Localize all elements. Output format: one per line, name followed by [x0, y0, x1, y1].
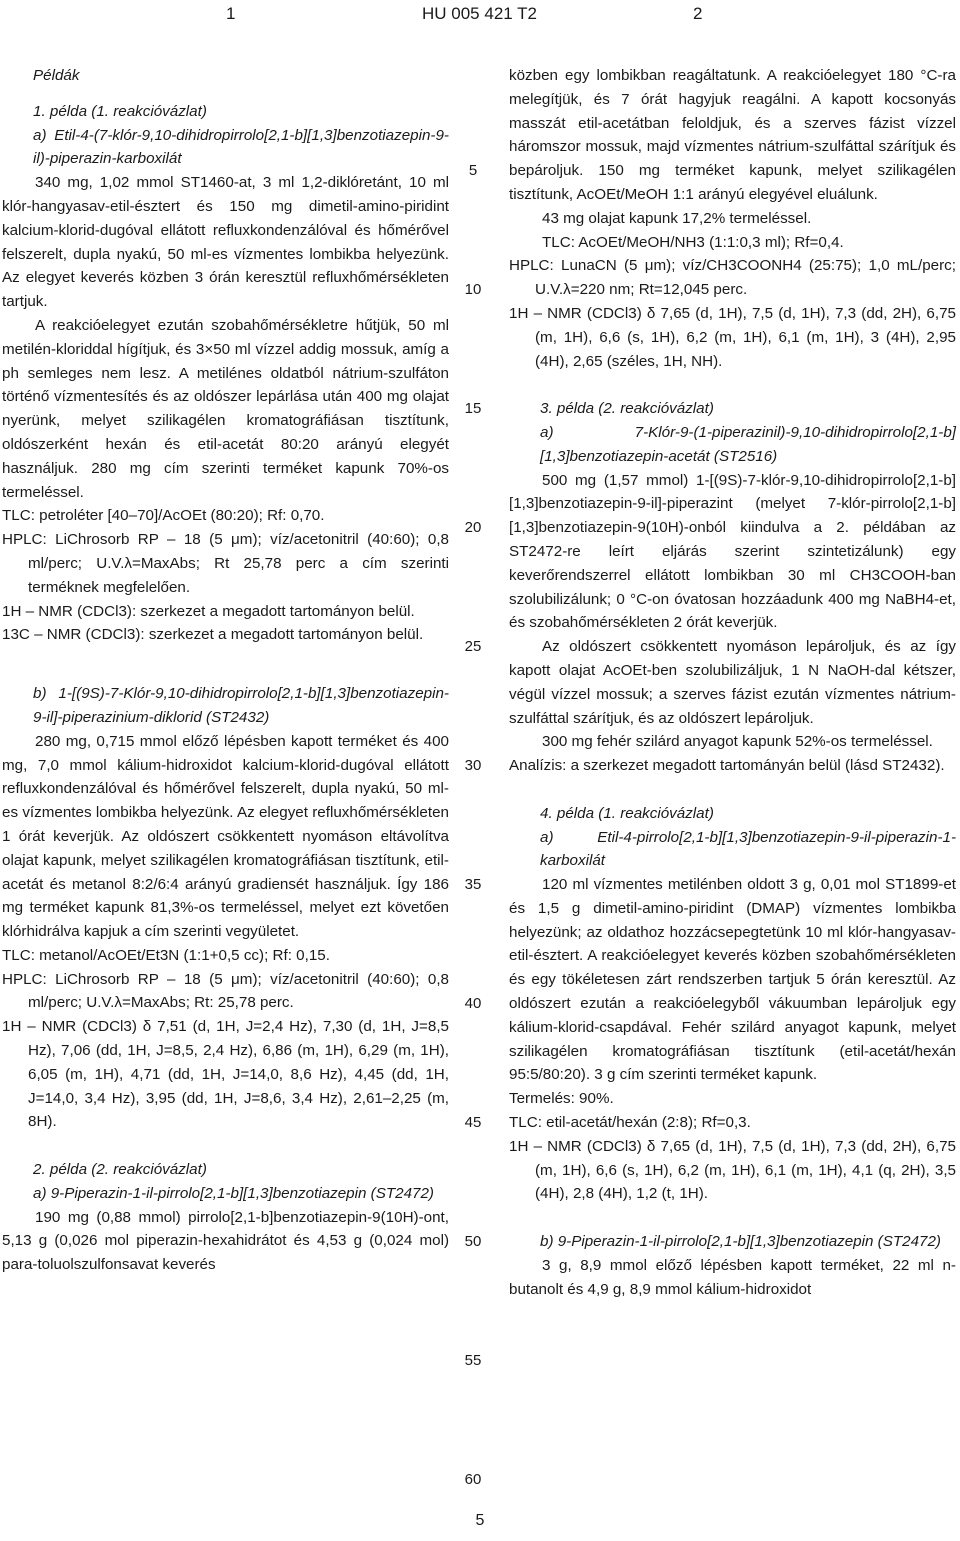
example-1a-cnmr: 13C – NMR (CDCl3): szerkezet a megadott tartományon belül.	[2, 626, 424, 644]
example-2a-yield: 43 mg olajat kapunk 17,2% termeléssel.	[542, 209, 812, 227]
line-number: 50	[464, 1233, 482, 1250]
left-column	[2, 64, 449, 1277]
line-number: 5	[468, 162, 478, 179]
page-number-right: 2	[693, 4, 703, 23]
example-3a-paragraph-1: 500 mg (1,57 mmol) 1-[(9S)-7-klór-9,10-dihidropirrolo[2,1-b][1,3]benzotiazepin-9-il]-piperazint (melyet 7-klór-pirrolo[2,1-b][1,3]benzotiazepin-9(10H)-onból kiindulva a 2. példában az ST2472-re leírt eljárás szerint szintetizálunk) egy keverőrendszerrel ellátott lombikban 30 ml CH3COOH-ban szolubilizálunk; 0 °C-on óvatosan hozzáadunk 400 mg NaBH4-et, és szobahőmérsékleten 2 órát keverjük.	[509, 471, 956, 632]
example-1b-paragraph-1: 280 mg, 0,715 mmol előző lépésben kapott terméket és 400 mg, 7,0 mmol kálium-hidroxidot kalcium-klorid-dugóval ellátott refluxkondenzálóval és hőmérővel felszerelt, dupla nyakú, 50 ml-es vízmentes lombikba helyezünk. Az elegyet refluxhőmérsékleten 1 órát keverjük. Az oldószert csökkentett nyomáson eltávolítva olajat kapunk, melyet szilikagélen kromatográfiásan tisztítunk, etil-acetát és metanol 8:2/6:4 arányú gradiensét használjuk. Így 186 mg terméket kapunk 81,3%-os termeléssel, melyet ezt követően klórhidrálva kapjuk a cím szerinti vegyületet.	[2, 732, 449, 941]
example-4a-hnmr: 1H – NMR (CDCl3) δ 7,65 (d, 1H), 7,5 (d, 1H), 7,3 (dd, 2H), 6,75 (m, 1H), 6,6 (s, 1H), 6,2 (m, 1H), 6,1 (m, 1H), 4,1 (q, 2H), 3,5 (4H), 2,8 (4H), 1,2 (t, 1H).	[509, 1137, 956, 1203]
example-4-heading: 4. példa (1. reakcióvázlat)	[540, 804, 714, 822]
section-title: Példák	[33, 67, 80, 84]
example-1-heading: 1. példa (1. reakcióvázlat)	[33, 102, 207, 120]
example-3a-analysis: Analízis: a szerkezet megadott tartományán belül (lásd ST2432).	[509, 757, 945, 775]
example-2a-hplc: HPLC: LunaCN (5 μm); víz/CH3COONH4 (25:75); 1,0 mL/perc; U.V.λ=220 nm; Rt=12,045 perc.	[509, 257, 956, 299]
example-3-heading: 3. példa (2. reakcióvázlat)	[540, 400, 714, 418]
line-number: 40	[464, 995, 482, 1012]
example-2a-paragraph-1: 190 mg (0,88 mmol) pirrolo[2,1-b]benzotiazepin-9(10H)-ont, 5,13 g (0,026 mol piperazin-hexahidrátot és 4,53 g (0,024 mol) para-toluolszulfonsavat keverés	[2, 1208, 449, 1274]
line-number: 20	[464, 519, 482, 536]
example-1b-tlc: TLC: metanol/AcOEt/Et3N (1:1+0,5 cc); Rf: 0,15.	[2, 946, 330, 964]
line-number: 10	[464, 281, 482, 298]
patent-id: HU 005 421 T2	[422, 4, 537, 23]
example-1a-tlc: TLC: petroléter [40–70]/AcOEt (80:20); Rf: 0,70.	[2, 507, 325, 525]
example-4a-yield: Termelés: 90%.	[509, 1090, 614, 1108]
example-1a-title: a) Etil-4-(7-klór-9,10-dihidropirrolo[2,1-b][1,3]benzotiazepin-9-il)-piperazin-karboxilát	[33, 126, 449, 168]
right-column	[509, 64, 956, 1301]
example-1a-paragraph-2: A reakcióelegyet ezután szobahőmérsékletre hűtjük, 50 ml metilén-kloriddal hígítjuk, és 3×50 ml vízzel addig mossuk, amíg a ph semleges nem lesz. A metilénes oldatból nátrium-szulfáton történő vízmentesítés és az oldószer lepárlása után 400 mg olajat nyerünk, melyet szilikagélen kromatográfiásan tisztítunk, oldószerként hexán és etil-acetát 80:20 arányú elegyét használjuk. 280 mg cím szerinti terméket kapunk 70%-os termeléssel.	[2, 316, 449, 501]
page-header	[0, 4, 960, 26]
example-2a-paragraph-continued: közben egy lombikban reagáltatunk. A reakcióelegyet 180 °C-ra melegítjük, és 7 órát hagyjuk reagálni. A kapott kocsonyás masszát etil-acetátban feloldjuk, és a szerves fázist vízzel háromszor mossuk, majd vízmentes nátrium-szulfáttal szárítjuk és bepároljuk. 150 mg terméket kapunk, melyet szilikagélen tisztítunk, AcOEt/MeOH 1:1 arányú elegyével eluálunk.	[509, 67, 956, 203]
page-number-left: 1	[226, 4, 236, 23]
example-2a-tlc: TLC: AcOEt/MeOH/NH3 (1:1:0,3 ml); Rf=0,4.	[542, 233, 844, 251]
example-4a-tlc: TLC: etil-acetát/hexán (2:8); Rf=0,3.	[509, 1114, 751, 1132]
example-1b-title: b) 1-[(9S)-7-Klór-9,10-dihidropirrolo[2,1-b][1,3]benzotiazepin-9-il]-piperazinium-diklorid (ST2432)	[33, 685, 449, 726]
example-2a-title: a) 9-Piperazin-1-il-pirrolo[2,1-b][1,3]benzotiazepin (ST2472)	[33, 1184, 434, 1202]
example-3a-paragraph-2: Az oldószert csökkentett nyomáson lepároljuk, és az így kapott olajat AcOEt-ben szolubilizáljuk, 1 N NaOH-dal kétszer, végül vízzel mossuk; a szerves fázist ezután vízmentes nátrium-szulfáttal szárítjuk, és az oldószert lepároljuk.	[509, 638, 956, 727]
line-number: 30	[464, 757, 482, 774]
footer-page-number: 5	[475, 1512, 485, 1529]
example-1b-hplc: HPLC: LiChrosorb RP – 18 (5 μm); víz/acetonitril (40:60); 0,8 ml/perc; U.V.λ=MaxAbs; Rt: 25,78 perc.	[2, 970, 449, 1012]
page-footer	[0, 1512, 960, 1530]
example-3a-title: a) 7-Klór-9-(1-piperazinil)-9,10-dihidropirrolo[2,1-b][1,3]benzotiazepin-acetát (ST2516)	[540, 423, 956, 465]
example-1a-paragraph-1: 340 mg, 1,02 mmol ST1460-at, 3 ml 1,2-diklóretánt, 10 ml klór-hangyasav-etil-észtert és 150 mg dimetil-amino-piridint kalcium-klorid-dugóval ellátott refluxkondenzálóval és hőmérővel felszerelt, dupla nyakú, 50 ml-es vízmentes lombikba helyezünk. Az elegyet keverés közben 3 órán keresztül refluxhőmérsékleten tartjuk.	[2, 174, 449, 311]
example-4b-paragraph-1: 3 g, 8,9 mmol előző lépésben kapott terméket, 22 ml n-butanolt és 4,9 g, 8,9 mmol kálium-hidroxidot	[509, 1256, 956, 1298]
example-2a-hnmr: 1H – NMR (CDCl3) δ 7,65 (d, 1H), 7,5 (d, 1H), 7,3 (dd, 2H), 6,75 (m, 1H), 6,6 (s, 1H), 6,2 (m, 1H), 6,1 (m, 1H), 3 (4H), 2,95 (4H), 2,65 (széles, 1H, NH).	[509, 304, 956, 370]
example-1b-hnmr: 1H – NMR (CDCl3) δ 7,51 (d, 1H, J=2,4 Hz), 7,30 (d, 1H, J=8,5 Hz), 7,06 (dd, 1H, J=8,5, 2,4 Hz), 6,86 (m, 1H), 6,29 (m, 1H), 6,05 (m, 1H), 4,71 (dd, 1H, J=14,0, 8,6 Hz), 4,45 (dd, 1H, J=14,0, 3,4 Hz), 3,95 (dd, 1H, J=8,6, 3,4 Hz), 2,61–2,25 (m, 8H).	[2, 1018, 449, 1131]
line-number: 35	[464, 876, 482, 893]
line-number: 60	[464, 1471, 482, 1488]
line-number: 55	[464, 1352, 482, 1369]
line-number: 15	[464, 400, 482, 417]
example-4b-title: b) 9-Piperazin-1-il-pirrolo[2,1-b][1,3]benzotiazepin (ST2472)	[540, 1233, 941, 1251]
example-3a-paragraph-3: 300 mg fehér szilárd anyagot kapunk 52%-os termeléssel.	[542, 733, 933, 751]
example-2-heading: 2. példa (2. reakcióvázlat)	[33, 1161, 207, 1179]
example-1a-hplc: HPLC: LiChrosorb RP – 18 (5 μm); víz/acetonitril (40:60); 0,8 ml/perc; U.V.λ=MaxAbs; Rt 25,78 perc a cím szerinti terméknek megfelelően.	[2, 531, 449, 596]
example-4a-title: a) Etil-4-pirrolo[2,1-b][1,3]benzotiazepin-9-il-piperazin-1-karboxilát	[540, 828, 956, 870]
line-number: 45	[464, 1114, 482, 1131]
example-4a-paragraph-1: 120 ml vízmentes metilénben oldott 3 g, 0,01 mol ST1899-et és 1,5 g dimetil-amino-piridint (DMAP) vízmentes lombikba helyezünk; az oldathoz hozzácsepegtetünk 10 ml klór-hangyasav-etil-észtert. A reakcióelegyet keverés közben szobahőmérsékleten és egy tökéletesen zárt rendszerben tartjuk 5 órán keresztül. Az oldószert ezután a reakcióelegyből vákuumban lepároljuk egy kálium-klorid-csapdával. Fehér szilárd anyagot kapunk, melyet szilikagélen kromatográfiásan tisztítunk (etil-acetát/hexán 95:5/80:20). 3 g cím szerinti terméket kapunk.	[509, 876, 956, 1084]
line-number: 25	[464, 638, 482, 655]
example-1a-hnmr: 1H – NMR (CDCl3): szerkezet a megadott tartományon belül.	[2, 602, 415, 620]
